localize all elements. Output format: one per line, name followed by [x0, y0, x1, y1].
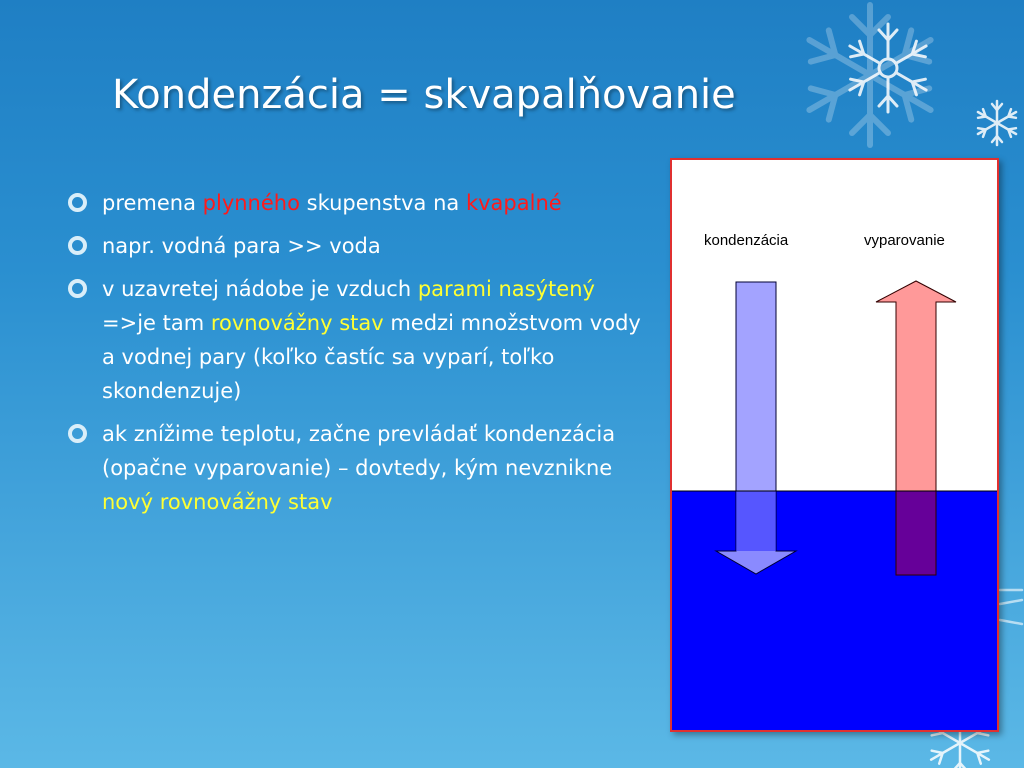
- bullet-segment: premena: [102, 191, 203, 215]
- bullet-item: [66, 272, 646, 408]
- bullet-item: [66, 417, 646, 519]
- snowflake-icon: [760, 0, 980, 150]
- bullet-segment-highlight: nový rovnovážny stav: [102, 490, 333, 514]
- bullet-segment: napr. vodná para >> voda: [102, 234, 381, 258]
- bullet-icon: [68, 424, 87, 443]
- water-area: [672, 491, 997, 730]
- bullet-segment: medzi množstvom vody a vodnej pary (koľko častíc sa vyparí, toľko skondenzuje): [102, 311, 641, 403]
- condensation-diagram: [670, 158, 999, 732]
- bullet-list: [66, 186, 646, 528]
- bullet-text: [102, 229, 646, 263]
- condensation-arrow-underwater: [736, 491, 776, 551]
- bullet-icon: [68, 279, 87, 298]
- bullet-segment-highlight: rovnovážny stav: [210, 311, 384, 335]
- bullet-text: [102, 272, 646, 408]
- bullet-item: [66, 229, 646, 263]
- bullet-segment-highlight: kvapalné: [465, 191, 562, 215]
- evaporation-label: vyparovanie: [864, 232, 945, 249]
- bullet-item: [66, 186, 646, 220]
- snowflake-icon: [996, 580, 1024, 660]
- bullet-icon: [68, 236, 87, 255]
- bullet-segment: v uzavretej nádobe je vzduch: [102, 277, 418, 301]
- slide-title: Kondenzácia = skvapalňovanie: [112, 72, 736, 118]
- bullet-text: [102, 186, 646, 220]
- bullet-text: [102, 417, 646, 519]
- bullet-segment: skupenstva na: [299, 191, 466, 215]
- condensation-label: kondenzácia: [704, 232, 789, 249]
- bullet-icon: [68, 193, 87, 212]
- bullet-segment: ak znížime teplotu, začne prevládať kondenzácia (opačne vyparovanie) – dovtedy, kým nevznikne: [102, 422, 616, 480]
- bullet-segment-highlight: plynného: [202, 191, 300, 215]
- evaporation-arrow-underwater: [896, 491, 936, 575]
- bullet-segment: =>je tam: [102, 311, 211, 335]
- bullet-segment-highlight: parami nasýtený: [417, 277, 595, 301]
